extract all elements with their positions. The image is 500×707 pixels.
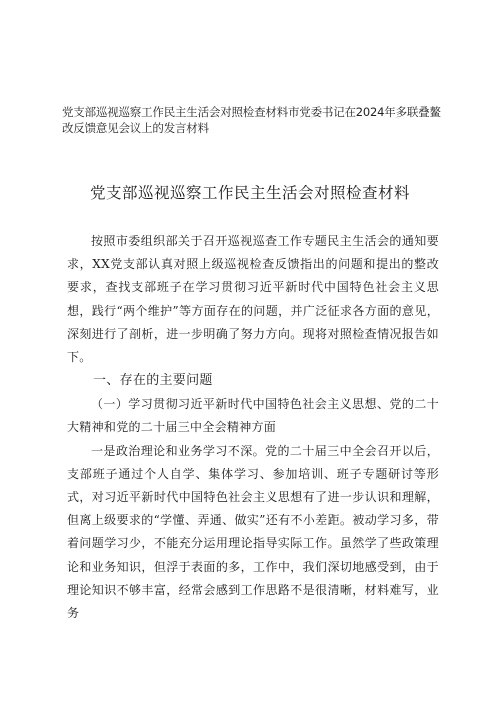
intro-paragraph: 按照市委组织部关于召开巡视巡查工作专题民主生活会的通知要求，XX党支部认真对照上级巡视检查反馈指出的问题和提出的整改要求，查找支部班子在学习贯彻习近平新时代中国特色社会主义思想，践行“两个维护”等方面存在的问题，并广泛征求各方面的意见，深刻进行了剖析，进一步明确了努力方向。现将对照检查情况报告如下。: [67, 234, 439, 365]
section-heading: 一、存在的主要问题: [93, 373, 213, 389]
document-body: [67, 230, 439, 625]
body-paragraph: 一是政治理论和业务学习不深。党的二十届三中全会召开以后，支部班子通过个人自学、集体学习、参加培训、班子专题研讨等形式，对习近平新时代中国特色社会主义思想有了进一步认识和理解，但离上级要求的“学懂、弄通、做实”还有不小差距。被动学习多，带着问题学习少，不能充分运用理论指导实际工作。虽然学了些政策理论和业务知识，但浮于表面的多，工作中，我们深切地感受到，由于理论知识不够丰富，经常会感到工作思路不是很清晰，材料难写，业务: [67, 443, 439, 621]
document-title: 党支部巡视巡察工作民主生活会对照检查材料: [89, 184, 410, 202]
subsection-heading: （一）学习贯彻习近平新时代中国特色社会主义思想、党的二十大精神和党的二十届三中全会精神方面: [67, 397, 439, 435]
document-header-note: 党支部巡视巡察工作民主生活会对照检查材料市党委书记在2024年多联叠鳌改反馈意见会议上的发言材料: [62, 105, 441, 135]
